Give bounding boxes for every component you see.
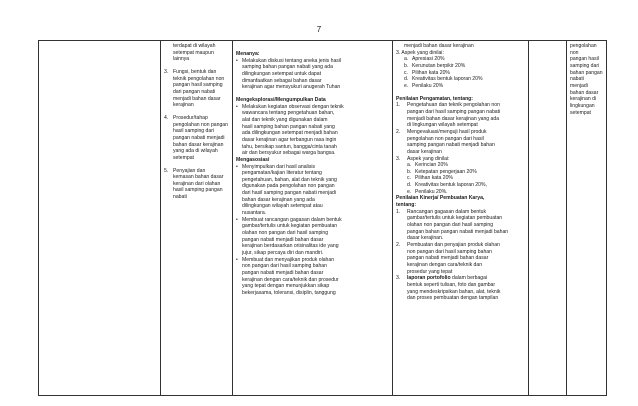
list-item: a. Kerincian 20% bbox=[407, 162, 448, 169]
criteria-list bbox=[396, 56, 525, 89]
list-item: • Membuat rancangan gagasan dalam bentuk gambar/tertulis untuk kegiatan pembuatan olahan non pangan dari hasil samping pangan nabati menjadi bahan dasar kerajinan berdasarkan orisinalitas ide yang jujur, sikap percaya diri dan mandiri. bbox=[236, 216, 342, 257]
list-item: 2. Mengevaluasi/menguji hasil produk pengolahan non pangan dari hasil samping pangan nabati menjadi bahan dasar kerajinan bbox=[396, 128, 495, 155]
list-item: 3. Aspek yang dinilai: bbox=[396, 155, 450, 162]
list-item: d. Kreativitas bentuk laporan 20% bbox=[404, 76, 483, 83]
list-item: d. Kreativitas bentuk laporan 20%, bbox=[407, 182, 487, 189]
list-item: e. Penilaku 20% bbox=[404, 82, 444, 89]
list-item: c. Pilihan kata 20% bbox=[407, 175, 453, 182]
section-title: tentang: bbox=[396, 202, 417, 209]
list-item: • Melakukan diskusi tentang aneka jenis hasil samping bahan pangan nabati yang ada dilingkungan setempat untuk dapat dimanfaatkan sebagai bahan dasar kerajinan agar mensyukuri anugerah Tuhan bbox=[236, 57, 342, 91]
list-item: a. Apresiasi 20% bbox=[404, 56, 445, 63]
result-cell: pengolahan non pangan hasil samping dari bahan pangan nabati menjadi bahan dasar kerajinan di lingkungan setempat bbox=[567, 41, 607, 396]
material-cell bbox=[161, 41, 233, 396]
section-title: Mengeksplorasi/Mengumpulkan Data bbox=[236, 96, 326, 103]
list-item: 4. Prosedur/tahap pengolahan non pangan hasil samping dari pangan nabati menjadi bahan dasar kerajinan yang ada di wilayah setempat bbox=[164, 114, 228, 161]
table-row bbox=[39, 41, 607, 396]
list-item: 3. Fungsi, bentuk dan teknik pengolahan non pangan hasil samping dari pangan nabati menjadi bahan dasar kerajinan bbox=[164, 68, 225, 109]
list-item: b. Ketepatan pengerjaan 20% bbox=[407, 168, 477, 175]
bullet-list bbox=[236, 58, 389, 91]
list-item: • Menyimpulkan dari hasil analisis pengamatan/kajian literatur tentang pengetahuan, bahan, alat dan teknik yang digunakan pada pengolahan non pangan dari hasil samping pangan nabati menjadi bahan dasar kerajinan yang ada dilingkungan wilayah setempat atau nusantara. bbox=[236, 163, 337, 217]
section-title: Penilaian Kinerja/ Pembuatan Karya, bbox=[396, 195, 485, 202]
page-number: 7 bbox=[316, 25, 322, 34]
list-item: • Membuat dan menyajikan produk olahan non pangan dari hasil samping bahan pangan nabati menjadi bahan dasar kerajinan dengan cara/teknik dan prosedur yang tepat dengan menunjukkan sikap bekerjasama, toleransi, disiplin, tanggung bbox=[236, 256, 339, 296]
section-title: Menanya: bbox=[236, 51, 260, 57]
material-intro: terdapat di wilayah setempat maupun lainnya bbox=[173, 43, 216, 63]
empty-cell-1 bbox=[39, 41, 161, 396]
list-item: c. Pilihan kata 20% bbox=[404, 69, 450, 76]
material-list bbox=[164, 69, 229, 201]
empty-cell-5 bbox=[529, 41, 567, 396]
list-item: 1. Rancangan gagasan dalam bentuk gambar/tertulis untuk kegiatan pembuatan olahan non pangan dari hasil samping pangan bahan pangan nabati menjadi bahan dasar kerajinan. bbox=[396, 208, 509, 242]
section-title: Penilaian Pengamatan, tentang: bbox=[396, 95, 473, 102]
observation-list bbox=[396, 102, 525, 162]
activity-cell bbox=[233, 41, 393, 396]
section-title: Mengasosiasi bbox=[236, 156, 270, 163]
bullet-list bbox=[236, 104, 389, 157]
list-item: 1. Pengetahuan dan teknik pengolahan non pangan dari hasil samping pangan nabati menjadi bahan dasar kerajinan yang ada di lingkungan wilayah setempat bbox=[396, 102, 501, 129]
assessment-cell: menjadi bahan dasar kerajinan 3. Aspek yang dinilai: a. Apresiasi 20% b. Kerunutan berpikir 20% c. Pilihan kata 20% d. Kreativitas bentuk laporan 20% e. Penilaku 20% Penilaian Pengamatan, tentang: 1. Pengetahuan dan teknik pengolahan non pangan dari hasil samping pangan nabati menjadi bahan dasar kerajinan yang ada di lingkungan wilayah setempat 2. Mengevaluasi/menguji hasil produk pengolahan non pangan dari hasil samping pangan nabati menjadi bahan dasar kerajinan 3. Aspek yang dinilai: a. Kerincian 20% b. Ketepatan pengerjaan 20% c. Pilihan kata 20% d. Kreativitas bentuk laporan 20%, e. Penilaku 20%. Penilaian Kinerja/ Pembuatan Karya, tentang: 1. Rancangan gagasan dalam bentuk gambar/tertulis untuk kegiatan pembuatan olahan non pangan dari hasil samping pangan bahan pangan nabati menjadi bahan dasar kerajinan. 2. Pembuatan dan penyajian produk olahan non pangan dari hasil samping bahan pangan nabati menjadi bahan dasar kerajinan dengan cara/teknik dan prosedur yang tepat 3. laporan portofolio dalam berbagai bentuk seperti tulisan, foto dan gambar yang mendeskripsikan bahan, alat, teknik dan proses pembuatan dengan tampilan bbox=[393, 41, 529, 396]
lesson-plan-table bbox=[38, 40, 607, 396]
criteria-list bbox=[396, 162, 525, 195]
list-item: 2. Pembuatan dan penyajian produk olahan non pangan dari hasil samping bahan pangan nabati menjadi bahan dasar kerajinan dengan cara/teknik dan prosedur yang tepat bbox=[396, 242, 500, 275]
list-item: e. Penilaku 20%. bbox=[407, 188, 448, 195]
list-item: b. Kerunutan berpikir 20% bbox=[404, 62, 466, 69]
list-item: • Melakukan kegiatan observasi dengan teknik wawancara tentang pengetahuan bahan, alat dan teknik yang digunakan dalam hasil samping bahan pangan nabati yang ada dilingkungan setempat menjadi bahan dasar kerajinan agar terbangun rasa ingin tahu, bersikap santun, bangga/cinta tanah air dan bersyukur sebagai warga bangsa. bbox=[236, 103, 344, 157]
performance-list bbox=[396, 209, 525, 302]
list-item: 5. Penyajian dan kemasan bahan dasar kerajinan dari olahan hasil samping pangan nabati bbox=[164, 167, 224, 201]
bullet-list bbox=[236, 164, 389, 297]
list-item: 3. laporan portofolio dalam berbagai bentuk seperti tulisan, foto dan gambar yang mendeskripsikan bahan, alat, teknik dan proses pembuatan dengan tampilan bbox=[396, 275, 501, 302]
